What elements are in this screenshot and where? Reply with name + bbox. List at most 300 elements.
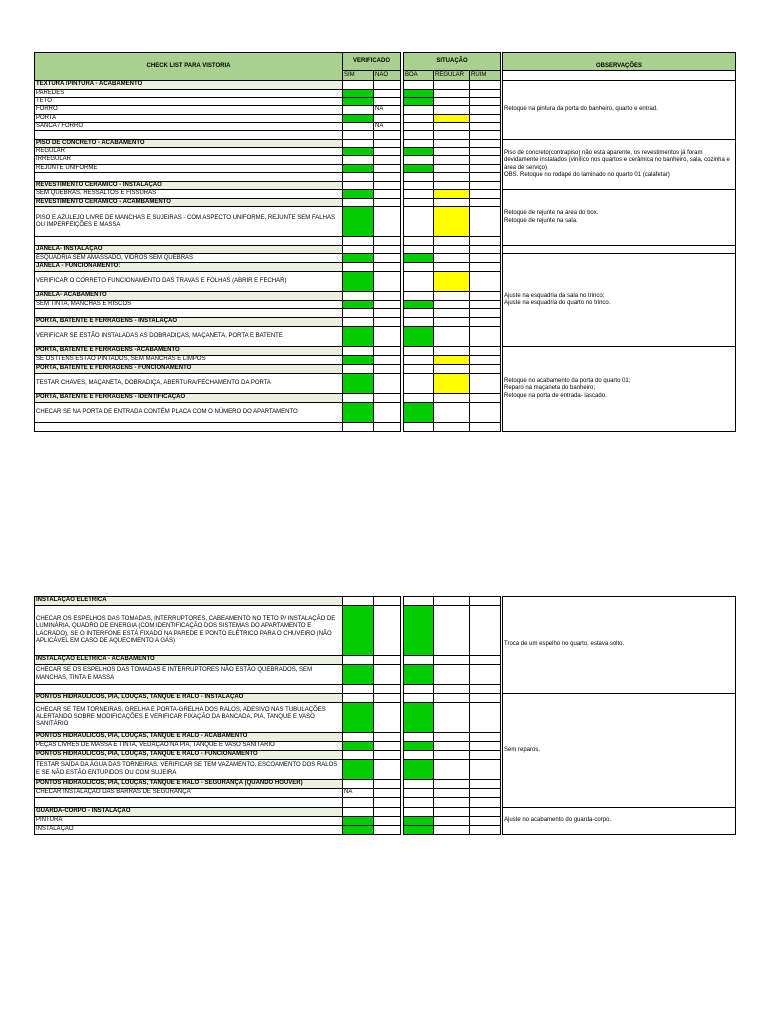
regular-cell bbox=[434, 190, 470, 199]
regular-cell bbox=[434, 181, 470, 189]
boa-header: BOA bbox=[404, 71, 434, 81]
boa-cell bbox=[404, 798, 434, 808]
column-gap bbox=[501, 114, 503, 122]
sim-cell bbox=[343, 373, 374, 393]
boa-cell bbox=[404, 346, 434, 355]
regular-cell bbox=[434, 817, 470, 826]
observation-cell bbox=[503, 254, 736, 346]
regular-cell bbox=[434, 597, 470, 606]
column-gap bbox=[501, 373, 503, 393]
nao-cell bbox=[374, 140, 401, 148]
column-gap bbox=[501, 122, 503, 130]
section-title: REVESTIMENTO CERÂMICO - INSTALAÇÃO bbox=[35, 181, 343, 189]
section-title: INSTALAÇÃO ELÉTRICA - ACABAMENTO bbox=[35, 656, 343, 665]
section-title: PORTA, BATENTE E FERRAGENS -ACABAMENTO bbox=[35, 346, 343, 355]
column-gap bbox=[501, 237, 503, 246]
regular-cell bbox=[434, 656, 470, 665]
checklist-row bbox=[35, 254, 736, 263]
boa-cell bbox=[404, 742, 434, 751]
column-gap bbox=[501, 733, 503, 742]
ruim-cell bbox=[470, 422, 501, 431]
sim-cell bbox=[343, 207, 374, 237]
column-gap bbox=[501, 826, 503, 835]
regular-cell bbox=[434, 81, 470, 90]
item-label: SANCA / FORRO bbox=[35, 122, 343, 130]
sim-cell bbox=[343, 703, 374, 733]
nao-cell bbox=[374, 156, 401, 164]
regular-cell bbox=[434, 291, 470, 300]
ruim-cell bbox=[470, 798, 501, 808]
nao-cell bbox=[374, 190, 401, 199]
item-label: INSTALAÇÃO bbox=[35, 826, 343, 835]
regular-cell bbox=[434, 685, 470, 694]
nao-cell bbox=[374, 291, 401, 300]
nao-cell bbox=[374, 606, 401, 656]
nao-cell bbox=[374, 346, 401, 355]
item-label: TESTAR CHAVES, MAÇANETA, DOBRADIÇA, ABERTURA/FECHAMENTO DA PORTA bbox=[35, 373, 343, 393]
section-title: PORTA, BATENTE E FERRAGENS - IDENTIFICAÇÃO bbox=[35, 393, 343, 402]
item-label: PAREDES bbox=[35, 90, 343, 98]
sim-cell bbox=[343, 364, 374, 373]
column-gap bbox=[501, 172, 503, 181]
boa-cell bbox=[404, 254, 434, 263]
item-label bbox=[35, 798, 343, 808]
regular-cell bbox=[434, 308, 470, 317]
ruim-cell bbox=[470, 751, 501, 760]
section-row bbox=[35, 694, 736, 703]
column-gap bbox=[501, 817, 503, 826]
nao-cell bbox=[374, 817, 401, 826]
header-row bbox=[35, 53, 736, 71]
section-title: PISO DE CONCRETO - ACABAMENTO bbox=[35, 140, 343, 148]
nao-cell bbox=[374, 317, 401, 326]
section-row bbox=[35, 808, 736, 817]
ruim-cell bbox=[470, 271, 501, 291]
ruim-cell bbox=[470, 665, 501, 685]
sim-cell bbox=[343, 156, 374, 164]
sim-cell bbox=[343, 326, 374, 346]
regular-cell bbox=[434, 789, 470, 798]
regular-cell bbox=[434, 114, 470, 122]
ruim-cell bbox=[470, 808, 501, 817]
item-label: CHECAR OS ESPELHOS DAS TOMADAS, INTERRUPTORES, CABEAMENTO NO TETO P/ INSTALAÇÃO DE LUMINÁRIA, QUADRO DE ENERGIA (COM IDENTIFICAÇÃO DOS SISTEMAS DO APARTAMENTO E LACRADO), SE O INTERFONE ESTÁ FIXADO NA PAREDE E PONTO ELÉTRICO PARA O CHUVEIRO (NÃO APLICÁVEL EM CASO DE AQUECIMENTO A GÁS) bbox=[35, 606, 343, 656]
column-gap bbox=[501, 656, 503, 665]
sim-cell bbox=[343, 140, 374, 148]
boa-cell bbox=[404, 122, 434, 130]
regular-cell bbox=[434, 148, 470, 156]
section-title: GUARDA-CORPO - INSTALAÇÃO bbox=[35, 808, 343, 817]
boa-cell bbox=[404, 808, 434, 817]
item-label: VERIFICAR SE ESTÃO INSTALADAS AS DOBRADIÇAS, MAÇANETA, PORTA E BATENTE bbox=[35, 326, 343, 346]
boa-cell bbox=[404, 172, 434, 181]
ruim-cell bbox=[470, 789, 501, 798]
observation-line: Retoque de rejunte na sala. bbox=[504, 217, 578, 224]
column-gap bbox=[501, 308, 503, 317]
section-title: PORTA, BATENTE E FERRAGENS - FUNCIONAMENTO bbox=[35, 364, 343, 373]
boa-cell bbox=[404, 817, 434, 826]
nao-cell bbox=[374, 789, 401, 798]
section-row bbox=[35, 346, 736, 355]
boa-cell bbox=[404, 733, 434, 742]
regular-cell bbox=[434, 751, 470, 760]
boa-cell bbox=[404, 98, 434, 106]
regular-cell bbox=[434, 98, 470, 106]
nao-header: NÃO bbox=[374, 71, 401, 81]
regular-cell bbox=[434, 364, 470, 373]
column-gap bbox=[501, 665, 503, 685]
regular-cell bbox=[434, 207, 470, 237]
ruim-cell bbox=[470, 393, 501, 402]
boa-cell bbox=[404, 393, 434, 402]
section-title: JANELA- ACABAMENTO bbox=[35, 291, 343, 300]
nao-cell bbox=[374, 597, 401, 606]
nao-cell bbox=[374, 207, 401, 237]
sim-cell bbox=[343, 665, 374, 685]
nao-cell bbox=[374, 254, 401, 263]
ruim-cell bbox=[470, 148, 501, 156]
observation-line: Ajuste no acabamento do guarda-corpo. bbox=[504, 817, 612, 824]
ruim-cell bbox=[470, 373, 501, 393]
boa-cell bbox=[404, 81, 434, 90]
column-gap bbox=[501, 326, 503, 346]
nao-cell bbox=[374, 164, 401, 172]
ruim-cell bbox=[470, 140, 501, 148]
regular-cell bbox=[434, 131, 470, 140]
column-gap bbox=[501, 317, 503, 326]
ruim-cell bbox=[470, 733, 501, 742]
column-gap bbox=[501, 90, 503, 98]
regular-cell bbox=[434, 156, 470, 164]
sim-cell bbox=[343, 237, 374, 246]
column-gap bbox=[501, 742, 503, 751]
regular-cell bbox=[434, 694, 470, 703]
checklist-row bbox=[35, 190, 736, 199]
sim-cell bbox=[343, 181, 374, 189]
regular-cell bbox=[434, 140, 470, 148]
observacoes-header: OBSERVAÇÕES bbox=[503, 53, 736, 71]
ruim-cell bbox=[470, 685, 501, 694]
nao-cell bbox=[374, 326, 401, 346]
boa-cell bbox=[404, 237, 434, 246]
section-title: PORTA, BATENTE E FERRAGENS - INSTALAÇÃO bbox=[35, 317, 343, 326]
nao-cell bbox=[374, 263, 401, 271]
nao-cell bbox=[374, 271, 401, 291]
section-title: INSTALAÇÃO ELÉTRICA bbox=[35, 597, 343, 606]
column-gap bbox=[501, 271, 503, 291]
boa-cell bbox=[404, 703, 434, 733]
column-gap bbox=[501, 703, 503, 733]
observation-cell bbox=[503, 346, 736, 431]
nao-cell bbox=[374, 760, 401, 780]
section-title: PONTOS HIDRÁULICOS, PIA, LOUÇAS, TANQUE E RALO - ACABAMENTO bbox=[35, 733, 343, 742]
boa-cell bbox=[404, 694, 434, 703]
ruim-cell bbox=[470, 364, 501, 373]
regular-cell bbox=[434, 742, 470, 751]
boa-cell bbox=[404, 199, 434, 207]
observation-line: OBS. Retoque no rodapé do laminado no quarto 01 (calafetar) bbox=[504, 172, 670, 179]
boa-cell bbox=[404, 246, 434, 254]
sim-cell bbox=[343, 817, 374, 826]
observation-cell bbox=[503, 246, 736, 254]
regular-cell bbox=[434, 355, 470, 364]
sim-cell bbox=[343, 291, 374, 300]
sim-cell bbox=[343, 81, 374, 90]
nao-cell bbox=[374, 81, 401, 90]
boa-cell bbox=[404, 597, 434, 606]
column-gap bbox=[501, 606, 503, 656]
column-gap bbox=[501, 164, 503, 172]
item-label bbox=[35, 685, 343, 694]
sim-cell bbox=[343, 606, 374, 656]
section-row bbox=[35, 81, 736, 90]
ruim-cell bbox=[470, 703, 501, 733]
ruim-cell bbox=[470, 246, 501, 254]
observation-line: Troca de um espelho no quarto, estava solto. bbox=[504, 641, 625, 648]
nao-cell bbox=[374, 172, 401, 181]
sim-cell bbox=[343, 300, 374, 308]
sim-cell bbox=[343, 656, 374, 665]
ruim-cell bbox=[470, 156, 501, 164]
nao-cell bbox=[374, 808, 401, 817]
sim-cell bbox=[343, 694, 374, 703]
observation-line: Retoque no acabamento da porta do quarto 01; bbox=[504, 377, 631, 384]
ruim-cell bbox=[470, 291, 501, 300]
sim-cell bbox=[343, 90, 374, 98]
ruim-cell bbox=[470, 597, 501, 606]
nao-cell bbox=[374, 181, 401, 189]
sim-cell bbox=[343, 98, 374, 106]
sim-cell bbox=[343, 114, 374, 122]
ruim-cell bbox=[470, 90, 501, 98]
boa-cell bbox=[404, 207, 434, 237]
regular-cell bbox=[434, 122, 470, 130]
item-label bbox=[35, 131, 343, 140]
column-gap bbox=[501, 263, 503, 271]
regular-cell bbox=[434, 780, 470, 789]
nao-cell bbox=[374, 246, 401, 254]
nao-cell bbox=[374, 148, 401, 156]
checklist-table-2 bbox=[34, 596, 736, 835]
item-label: CHECAR SE OS ESPELHOS DAS TOMADAS E INTERRUPTORES NÃO ESTÃO QUEBRADOS, SEM MANCHAS, TINTA E MASSA bbox=[35, 665, 343, 685]
boa-cell bbox=[404, 826, 434, 835]
regular-cell bbox=[434, 393, 470, 402]
sim-cell bbox=[343, 422, 374, 431]
section-title: JANELA - FUNCIONAMENTO: bbox=[35, 263, 343, 271]
observation-cell bbox=[503, 597, 736, 694]
sim-cell bbox=[343, 402, 374, 422]
sim-cell bbox=[343, 164, 374, 172]
nao-cell bbox=[374, 694, 401, 703]
regular-cell bbox=[434, 606, 470, 656]
nao-cell bbox=[374, 733, 401, 742]
ruim-cell bbox=[470, 164, 501, 172]
checklist-sheet-2 bbox=[34, 596, 736, 835]
boa-cell bbox=[404, 665, 434, 685]
item-label: CHECAR SE NA PORTA DE ENTRADA CONTÉM PLACA COM O NÚMERO DO APARTAMENTO bbox=[35, 402, 343, 422]
regular-cell bbox=[434, 826, 470, 835]
ruim-cell bbox=[470, 742, 501, 751]
item-label: SE OS ITENS ESTÃO PINTADOS, SEM MANCHAS E LIMPOS bbox=[35, 355, 343, 364]
sim-cell bbox=[343, 393, 374, 402]
ruim-cell bbox=[470, 326, 501, 346]
sim-cell bbox=[343, 122, 374, 130]
regular-cell bbox=[434, 254, 470, 263]
nao-cell bbox=[374, 237, 401, 246]
column-gap bbox=[501, 98, 503, 106]
item-label: TESTAR SAÍDA DA ÁGUA DAS TORNEIRAS. VERIFICAR SE TEM VAZAMENTO, ESCOAMENTO DOS RALOS E SE NÃO ESTÃO ENTUPIDOS OU COM SUJEIRA bbox=[35, 760, 343, 780]
item-label: VERIFICAR O CORRETO FUNCIONAMENTO DAS TRAVAS E FOLHAS (ABRIR E FECHAR) bbox=[35, 271, 343, 291]
sim-cell bbox=[343, 760, 374, 780]
sim-cell bbox=[343, 148, 374, 156]
ruim-cell bbox=[470, 826, 501, 835]
boa-cell bbox=[404, 164, 434, 172]
section-row bbox=[35, 246, 736, 254]
boa-cell bbox=[404, 373, 434, 393]
ruim-cell bbox=[470, 656, 501, 665]
item-label: PEÇAS LIVRES DE MASSA E TINTA, VEDAÇÃO NA PIA, TANQUE E VASO SANITÁRIO bbox=[35, 742, 343, 751]
boa-cell bbox=[404, 308, 434, 317]
boa-cell bbox=[404, 300, 434, 308]
nao-cell: NA bbox=[374, 106, 401, 114]
item-label: ESQUADRIA SEM AMASSADO, VIDROS SEM QUEBRAS bbox=[35, 254, 343, 263]
nao-cell bbox=[374, 826, 401, 835]
nao-cell bbox=[374, 373, 401, 393]
ruim-cell bbox=[470, 181, 501, 189]
section-title: TEXTURA /PINTURA - ACABAMENTO bbox=[35, 81, 343, 90]
ruim-cell bbox=[470, 81, 501, 90]
boa-cell bbox=[404, 106, 434, 114]
boa-cell bbox=[404, 90, 434, 98]
ruim-cell bbox=[470, 300, 501, 308]
boa-cell bbox=[404, 317, 434, 326]
column-gap bbox=[501, 751, 503, 760]
item-label: CHECAR INSTALAÇÃO DAS BARRAS DE SEGURANÇA bbox=[35, 789, 343, 798]
sim-cell bbox=[343, 246, 374, 254]
item-label: SEM TINTA, MANCHAS E RISCOS bbox=[35, 300, 343, 308]
checklist-table-1 bbox=[34, 52, 736, 432]
nao-cell bbox=[374, 780, 401, 789]
nao-cell bbox=[374, 656, 401, 665]
observation-cell bbox=[503, 808, 736, 835]
nao-cell bbox=[374, 742, 401, 751]
boa-cell bbox=[404, 606, 434, 656]
observation-line: Piso de concreto(contrapiso) não está aparente, os revestimentos já foram devidamente instalados (vinílico nos quartos e cerâmica no banheiro, sala, cozinha e área de serviço) bbox=[504, 149, 730, 171]
regular-cell bbox=[434, 106, 470, 114]
item-label bbox=[35, 308, 343, 317]
nao-cell bbox=[374, 300, 401, 308]
observation-line: Retoque de rejunte na área do box. bbox=[504, 210, 599, 217]
sim-cell bbox=[343, 254, 374, 263]
regular-cell bbox=[434, 798, 470, 808]
regular-header: REGULAR bbox=[434, 71, 470, 81]
column-gap bbox=[501, 798, 503, 808]
ruim-cell bbox=[470, 122, 501, 130]
sim-cell bbox=[343, 131, 374, 140]
column-gap bbox=[501, 207, 503, 237]
column-gap bbox=[501, 760, 503, 780]
nao-cell bbox=[374, 393, 401, 402]
nao-cell bbox=[374, 751, 401, 760]
boa-cell bbox=[404, 364, 434, 373]
regular-cell bbox=[434, 172, 470, 181]
column-gap bbox=[501, 685, 503, 694]
column-gap bbox=[501, 181, 503, 189]
nao-cell bbox=[374, 685, 401, 694]
sim-cell bbox=[343, 106, 374, 114]
regular-cell bbox=[434, 317, 470, 326]
sim-cell: NA bbox=[343, 789, 374, 798]
regular-cell bbox=[434, 733, 470, 742]
ruim-cell bbox=[470, 606, 501, 656]
sim-cell bbox=[343, 199, 374, 207]
boa-cell bbox=[404, 326, 434, 346]
regular-cell bbox=[434, 703, 470, 733]
regular-cell bbox=[434, 263, 470, 271]
boa-cell bbox=[404, 140, 434, 148]
ruim-cell bbox=[470, 780, 501, 789]
column-gap bbox=[501, 422, 503, 431]
ruim-cell bbox=[470, 694, 501, 703]
item-label bbox=[35, 172, 343, 181]
item-label: IRREGULAR bbox=[35, 156, 343, 164]
item-label: PORTA bbox=[35, 114, 343, 122]
boa-cell bbox=[404, 131, 434, 140]
sim-cell bbox=[343, 346, 374, 355]
item-label: CHECAR SE TEM TORNEIRAS, GRELHA E PORTA-GRELHA DOS RALOS, ADESIVO NAS TUBULAÇÕES ALERTANDO SOBRE MODIFICAÇÕES E VERIFICAR FIXAÇÃO DA BANCADA, PIA, TANQUE E VASO SANITÁRIO bbox=[35, 703, 343, 733]
sim-cell bbox=[343, 308, 374, 317]
nao-cell bbox=[374, 364, 401, 373]
regular-cell bbox=[434, 199, 470, 207]
boa-cell bbox=[404, 263, 434, 271]
sim-cell bbox=[343, 798, 374, 808]
boa-cell bbox=[404, 114, 434, 122]
sim-cell bbox=[343, 263, 374, 271]
sim-cell bbox=[343, 826, 374, 835]
column-gap bbox=[501, 156, 503, 164]
regular-cell bbox=[434, 90, 470, 98]
ruim-cell bbox=[470, 308, 501, 317]
sim-cell bbox=[343, 780, 374, 789]
nao-cell bbox=[374, 114, 401, 122]
observation-line: Retoque na porta de entrada- lascado. bbox=[504, 392, 607, 399]
boa-cell bbox=[404, 156, 434, 164]
boa-cell bbox=[404, 760, 434, 780]
ruim-cell bbox=[470, 254, 501, 263]
regular-cell bbox=[434, 402, 470, 422]
regular-cell bbox=[434, 346, 470, 355]
ruim-cell bbox=[470, 402, 501, 422]
column-gap bbox=[501, 364, 503, 373]
section-title: PONTOS HIDRÁULICOS, PIA, LOUÇAS, TANQUE E RALO - INSTALAÇÃO bbox=[35, 694, 343, 703]
ruim-cell bbox=[470, 317, 501, 326]
boa-cell bbox=[404, 355, 434, 364]
column-gap bbox=[501, 106, 503, 114]
section-title: REVESTIMENTO CERÂMICO - ACAMBAMENTO bbox=[35, 199, 343, 207]
item-label: PINTURA bbox=[35, 817, 343, 826]
sim-cell bbox=[343, 355, 374, 364]
checklist-title: CHECK LIST PARA VISTORIA bbox=[35, 53, 343, 81]
ruim-header: RUIM bbox=[470, 71, 501, 81]
regular-cell bbox=[434, 271, 470, 291]
regular-cell bbox=[434, 760, 470, 780]
sim-header: SIM bbox=[343, 71, 374, 81]
ruim-cell bbox=[470, 199, 501, 207]
boa-cell bbox=[404, 751, 434, 760]
nao-cell bbox=[374, 422, 401, 431]
boa-cell bbox=[404, 656, 434, 665]
boa-cell bbox=[404, 271, 434, 291]
ruim-cell bbox=[470, 263, 501, 271]
